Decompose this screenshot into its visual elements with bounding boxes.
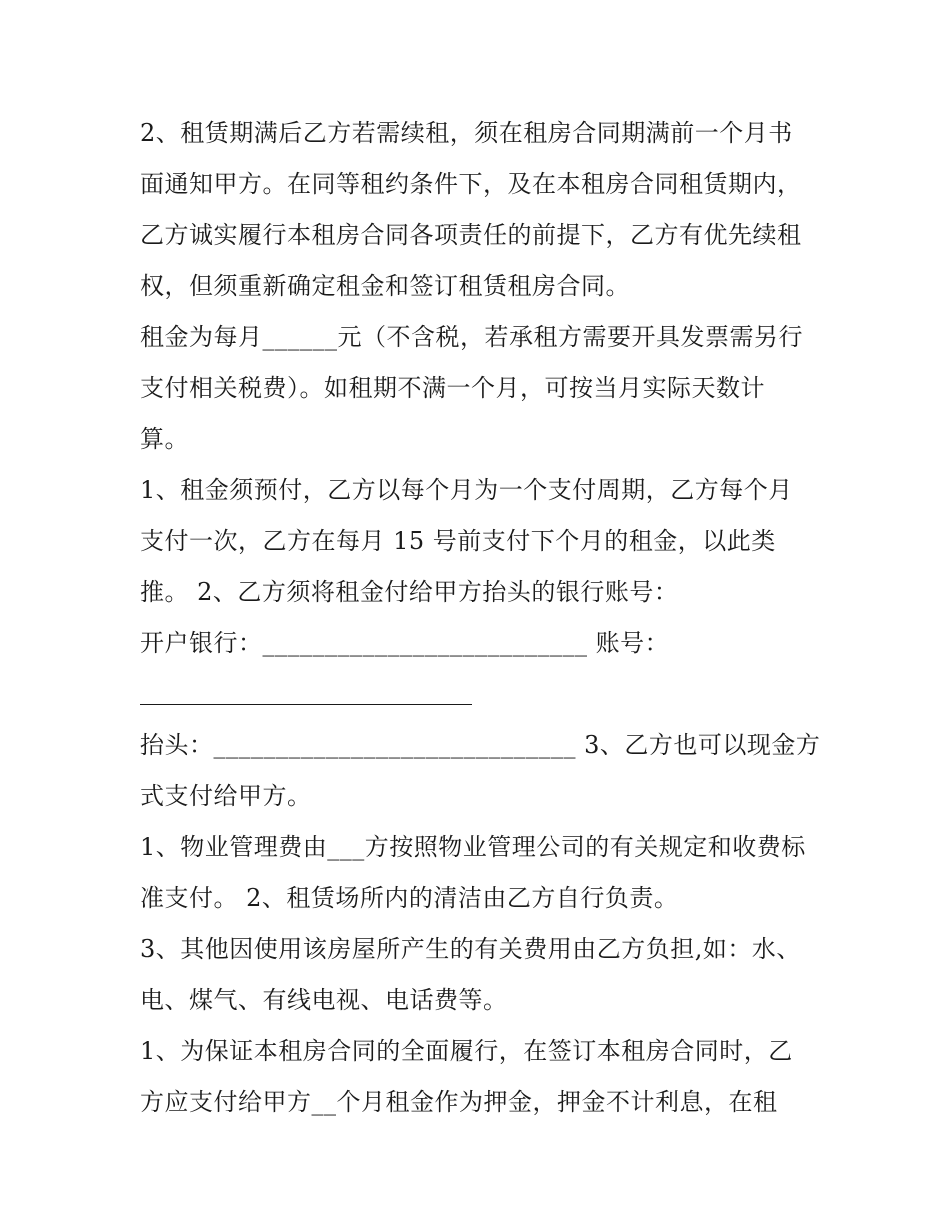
text-line: 准支付。 2、租赁场所内的清洁由乙方自行负责。 xyxy=(140,884,679,912)
underline-rule xyxy=(140,704,472,705)
text-line: 电、煤气、有线电视、电话费等。 xyxy=(140,986,508,1014)
text-line: 支付相关税费）。如租期不满一个月，可按当月实际天数计 xyxy=(140,374,765,402)
text-line: 式支付给甲方。 xyxy=(140,782,312,810)
text-line: 推。 2、乙方须将租金付给甲方抬头的银行账号： xyxy=(140,578,679,606)
text-line: 乙方诚实履行本租房合同各项责任的前提下，乙方有优先续租 xyxy=(140,221,802,249)
text-line: 开户银行：__________________________ 账号： xyxy=(140,629,670,657)
text-line: 方应支付给甲方__个月租金作为押金，押金不计利息，在租 xyxy=(140,1088,778,1116)
text-line: 3、其他因使用该房屋所产生的有关费用由乙方负担,如：水、 xyxy=(140,935,801,963)
text-line: 1、物业管理费由___方按照物业管理公司的有关规定和收费标 xyxy=(140,833,806,861)
text-line: 租金为每月______元（不含税，若承租方需要开具发票需另行 xyxy=(140,323,803,351)
text-line: 面通知甲方。在同等租约条件下，及在本租房合同租赁期内， xyxy=(140,170,802,198)
account-number-blank xyxy=(140,669,820,720)
text-line: 算。 xyxy=(140,425,189,453)
text-line: 1、租金须预付，乙方以每个月为一个支付周期，乙方每个月 xyxy=(140,476,793,504)
text-line: 2、租赁期满后乙方若需续租，须在租房合同期满前一个月书 xyxy=(140,119,793,147)
text-line: 支付一次，乙方在每月 15 号前支付下个月的租金，以此类 xyxy=(140,527,776,555)
text-line: 1、为保证本租房合同的全面履行，在签订本租房合同时，乙 xyxy=(140,1037,793,1065)
contract-body xyxy=(140,108,820,1128)
text-line: 权，但须重新确定租金和签订租赁租房合同。 xyxy=(140,272,630,300)
text-line: 抬头：_____________________________ 3、乙方也可以现金方 xyxy=(140,731,821,759)
